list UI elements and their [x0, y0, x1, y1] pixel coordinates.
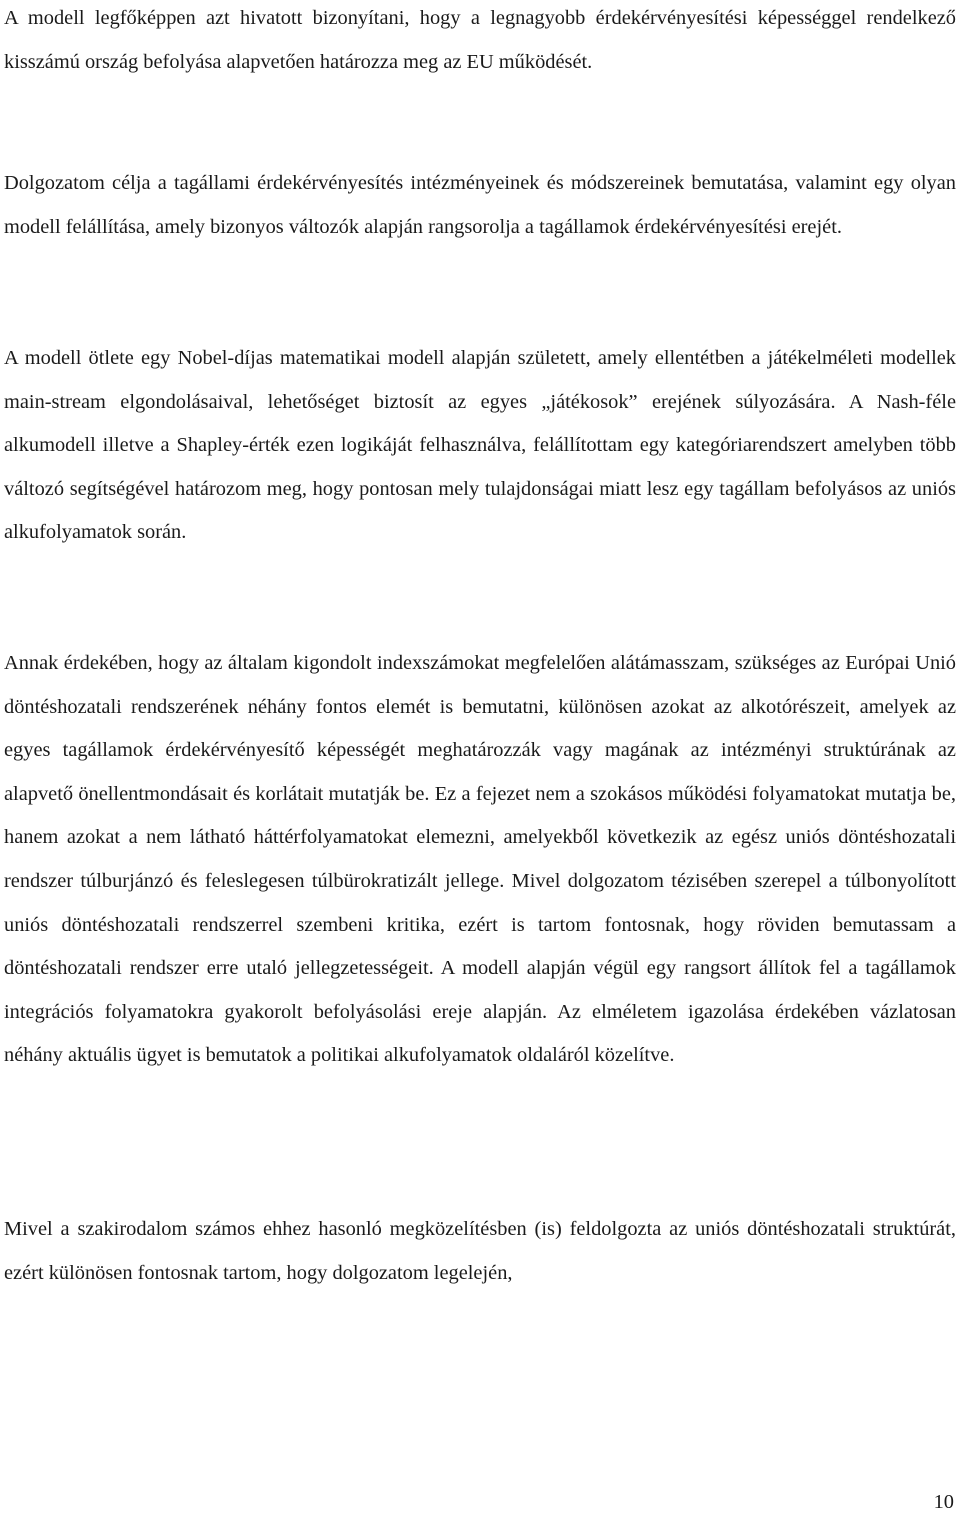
paragraph-decision-system: Annak érdekében, hogy az általam kigondolt indexszámokat megfelelően alátámasszam, szükséges az Európai Unió döntéshozatali rendszerének néhány fontos elemét is bemutatni, különösen azokat az alkotórészeit, amelyek az egyes tagállamok érdekérvényesítő képességét meghatározzák vagy magának az intézményi struktúrának az alapvető önellentmondásait és korlátait mutatják be. Ez a fejezet nem a szokásos működési folyamatokat mutatja be, hanem azokat a nem látható háttérfolyamatokat elemezni, amelyekből következik az egész uniós döntéshozatali rendszer túlburjánzó és feleslegesen túlbürokratizált jellege. Mivel dolgozatom tézisében szerepel a túlbonyolított uniós döntéshozatali rendszerrel szembeni kritika, ezért is tartom fontosnak, hogy röviden bemutassam a döntéshozatali rendszer erre utaló jellegzetességeit. A modell alapján végül egy rangsort állítok fel a tagállamok integrációs folyamatokra gyakorolt befolyásolási ereje alapján. Az elméletem igazolása érdekében vázlatosan néhány aktuális ügyet is bemutatok a politikai alkufolyamatok oldaláról közelítve.	[4, 652, 956, 1067]
paragraph-thesis-goal: Dolgozatom célja a tagállami érdekérvényesítés intézményeinek és módszereinek bemutatása, valamint egy olyan modell felállítása, amely bizonyos változók alapján rangsorolja a tagállamok érdekérvényesítési erejét.	[4, 172, 956, 238]
document-page	[4, 0, 956, 1517]
page-number: 10	[933, 1491, 954, 1513]
paragraph-model-purpose: A modell legfőképpen azt hivatott bizonyítani, hogy a legnagyobb érdekérvényesítési képességgel rendelkező kisszámú ország befolyása alapvetően határozza meg az EU működését.	[4, 7, 956, 73]
paragraph-literature: Mivel a szakirodalom számos ehhez hasonló megközelítésben (is) feldolgozta az uniós döntéshozatali struktúrát, ezért különösen fontosnak tartom, hogy dolgozatom legelején,	[4, 1218, 956, 1284]
paragraph-model-idea: A modell ötlete egy Nobel-díjas matematikai modell alapján született, amely ellentétben a játékelméleti modellek main-stream elgondolásaival, lehetőséget biztosít az egyes „játékosok” erejének súlyozására. A Nash-féle alkumodell illetve a Shapley-érték ezen logikáját felhasználva, felállítottam egy kategóriarendszert amelyben több változó segítségével határozom meg, hogy pontosan mely tulajdonságai miatt lesz egy tagállam befolyásos az uniós alkufolyamatok során.	[4, 347, 956, 544]
